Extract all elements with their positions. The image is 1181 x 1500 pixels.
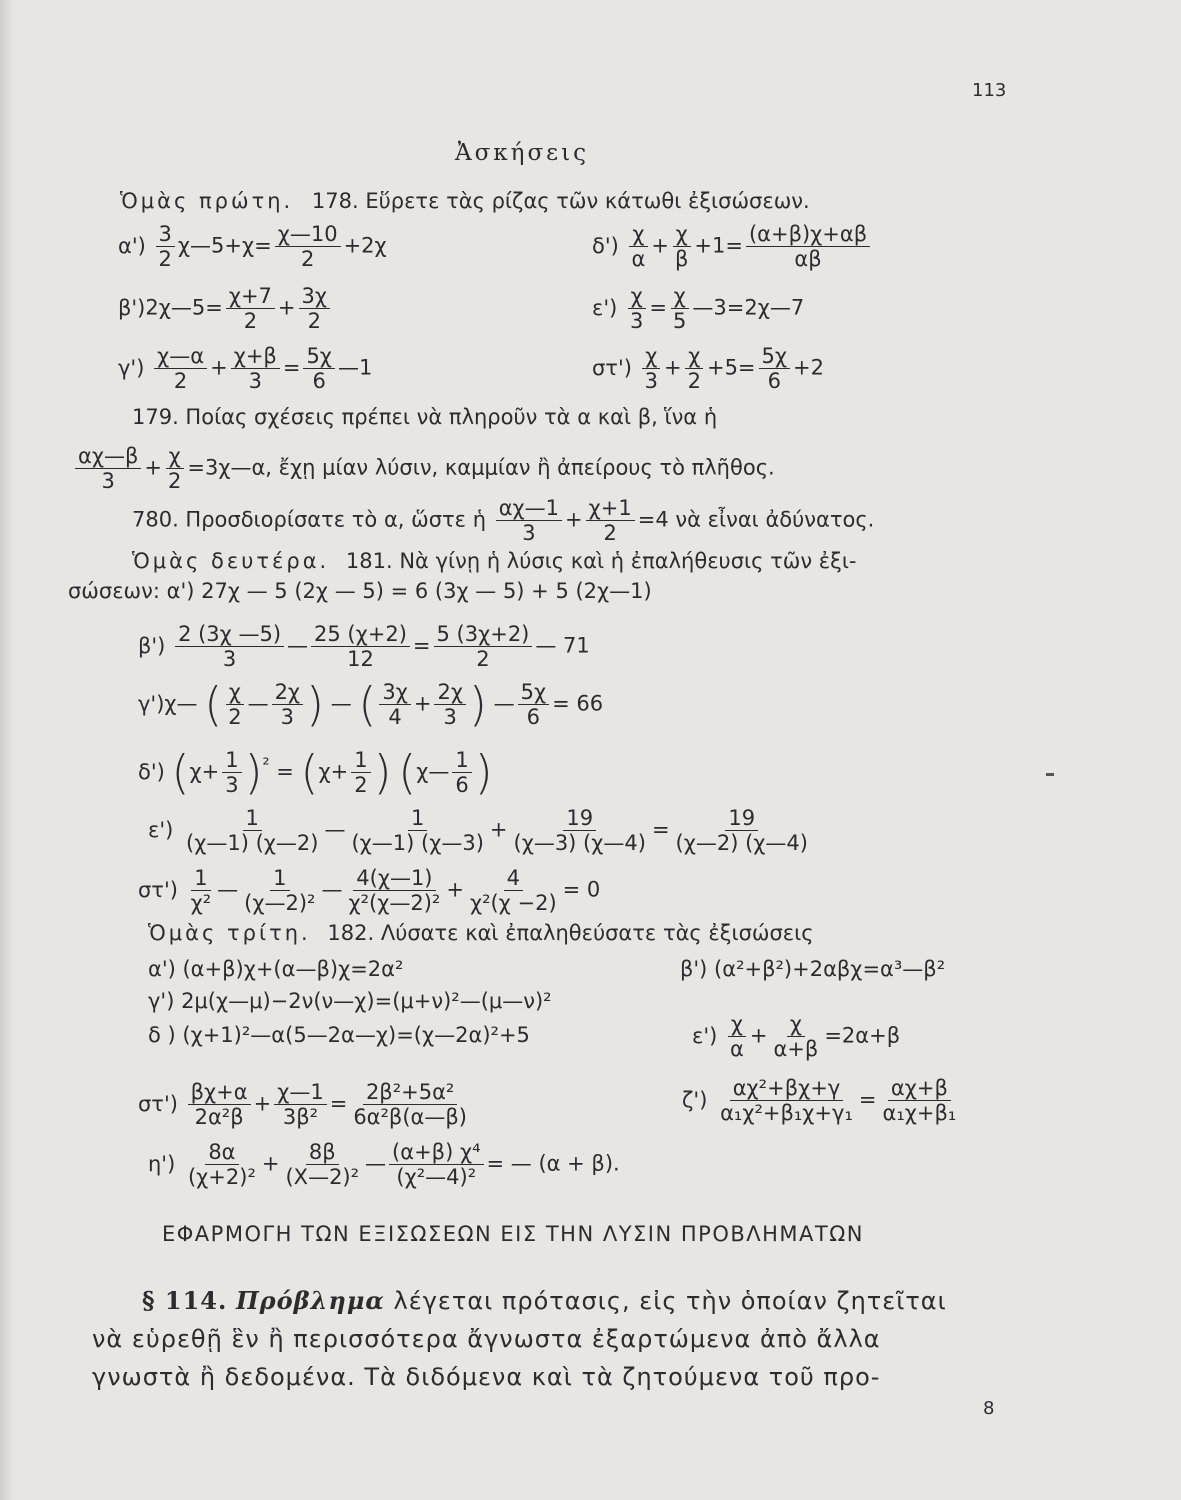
eq-182-e: ε') $\frac{\chi}{\alpha}$ + $\frac{\chi}{\alpha+\beta}$ =2α+β <box>692 1012 901 1061</box>
eq-182-st: στ') $\frac{\beta\chi+\alpha}{\text{2α²β}}$ + $\frac{\chi—1}{\text{3β²}}$ = $\frac{\text{2β²+5α²}}{\text{6α²β(α—β)}}$ <box>138 1080 467 1129</box>
group2-intro-line <box>132 548 857 574</box>
group3-label: Ὁμὰς τρίτη. <box>148 921 311 945</box>
eq-181-d: δ') (χ+ $\frac{1}{3}$ )$^{^2}$ = (χ+ $\frac{1}{2}$ ) (χ— $\frac{1}{6}$ ) <box>138 745 493 800</box>
group3-intro-line <box>148 920 814 946</box>
eq-181-g: γ')χ— ( $\frac{\chi}{2}$ — $\frac{2\chi}{3}$ ) — ( $\frac{3\chi}{4}$ + $\frac{2\chi}{3}$ ) — $\frac{5\chi}{6}$ = 66 <box>138 677 604 732</box>
exercise-179-equation: $\frac{\alpha\chi—\beta}{3}$ + $\frac{\chi}{2}$ =3χ—α, ἔχῃ μίαν λύσιν, καμμίαν ἢ ἀπείρους τὸ πλῆθος. <box>72 444 775 493</box>
exercise-181-text: 181. Νὰ γίνῃ ἡ λύσις καὶ ἡ ἐπαλήθευσις τῶν ἐξι- <box>345 549 857 573</box>
page-number: 113 <box>972 80 1007 101</box>
section-number: § 114. <box>142 1286 228 1315</box>
exercise-182-text: 182. Λύσατε καὶ ἐπαληθεύσατε τὰς ἐξισώσεις <box>327 921 814 945</box>
fraction: $\frac{3}{2}$ <box>156 222 175 271</box>
page-edge-shadow <box>0 0 14 1500</box>
eq-181-a: σώσεων: α') 27χ — 5 (2χ — 5) = 6 (3χ — 5) + 5 (2χ—1) <box>68 579 652 603</box>
eq-178-a: α') $\frac{3}{2}$ χ—5+χ= $\frac{\chi—10}{2}$ +2χ <box>118 222 387 271</box>
eq-label: α') <box>118 233 146 258</box>
group2-label: Ὁμὰς δευτέρα. <box>132 549 330 573</box>
eq-181-st: στ') $\frac{1}{\text{χ²}}$ — $\frac{1}{\text{(χ—2)²}}$ — $\frac{4(\chi—1)}{\text{χ²(χ—2)²}}$ + $\frac{4}{\text{χ²(χ −2)}}$ = 0 <box>138 866 601 915</box>
group1-intro-line <box>120 188 810 214</box>
term-problem: Πρόβλημα <box>236 1286 385 1315</box>
eq-178-g: γ') $\frac{\chi—\alpha}{2}$ + $\frac{\chi+\beta}{3}$ = $\frac{5\chi}{6}$ —1 <box>118 344 373 393</box>
eq-178-e: ε') $\frac{\chi}{3}$ = $\frac{\chi}{5}$ —3=2χ—7 <box>592 284 805 333</box>
footer-number: 8 <box>983 1398 995 1419</box>
exercise-178-text: 178. Εὕρετε τὰς ρίζας τῶν κάτωθι ἐξισώσεων. <box>311 189 810 213</box>
group1-label: Ὁμὰς πρώτη. <box>120 189 294 213</box>
exercise-180: 780. Προσδιορίσατε τὸ α, ὥστε ἡ $\frac{\alpha\chi—1}{3}$ + $\frac{\chi+1}{2}$ =4 νὰ εἶναι ἀδύνατος. <box>132 496 875 545</box>
paragraph-line-1: § 114. Πρόβλημα λέγεται πρότασις, εἰς τὴν ὁποίαν ζητεῖται <box>142 1286 947 1315</box>
eq-182-z: ζ') $\frac{\text{αχ²+βχ+γ}}{\text{α₁χ²+β₁χ+γ₁}}$ = $\frac{\alpha\chi+\beta}{\text{α₁χ+β₁}}$ <box>682 1076 957 1125</box>
eq-178-st: στ') $\frac{\chi}{3}$ + $\frac{\chi}{2}$ +5= $\frac{5\chi}{6}$ +2 <box>592 344 824 393</box>
paragraph-line-3: γνωστὰ ἢ δεδομένα. Τὰ διδόμενα καὶ τὰ ζητούμενα τοῦ προ- <box>92 1363 881 1391</box>
eq-182-a: α') (α+β)χ+(α—β)χ=2α² <box>148 957 404 981</box>
eq-181-e: ε') $\frac{1}{(\chi—1) (\chi—2)}$ — $\frac{1}{(\chi—1) (\chi—3)}$ + $\frac{19}{(\chi—3) (\chi—4)}$ = $\frac{19}{(\chi—2) (\chi—4)}$ <box>148 806 808 855</box>
eq-182-b: β') (α²+β²)+2αβχ=α³—β² <box>680 957 946 981</box>
eq-178-b: β')2χ—5= $\frac{\chi+7}{2}$ + $\frac{3\chi}{2}$ <box>118 284 333 333</box>
paragraph-line-2: νὰ εὑρεθῇ ἓν ἢ περισσότερα ἄγνωστα ἐξαρτώμενα ἀπὸ ἄλλα <box>92 1325 881 1353</box>
eq-182-d: δ ) (χ+1)²—α(5—2α—χ)=(χ—2α)²+5 <box>148 1023 530 1047</box>
exercise-179-text: 179. Ποίας σχέσεις πρέπει νὰ πληροῦν τὰ α καὶ β, ἵνα ἡ <box>132 405 718 429</box>
eq-182-g: γ') 2μ(χ—μ)−2ν(ν—χ)=(μ+ν)²—(μ—ν)² <box>148 989 552 1013</box>
fraction: $\frac{\chi—10}{2}$ <box>275 222 341 271</box>
section-heading: ΕΦΑΡΜΟΓΗ ΤΩΝ ΕΞΙΣΩΣΕΩΝ ΕΙΣ ΤΗΝ ΛΥΣΙΝ ΠΡΟΒΛΗΜΑΤΩΝ <box>162 1222 864 1246</box>
exercises-title: Ἀσκήσεις <box>455 140 589 166</box>
eq-178-d: δ') $\frac{\chi}{\alpha}$ + $\frac{\chi}{\beta}$ +1= $\frac{(\alpha+\beta)\chi+\alpha\beta}{\alpha\beta}$ <box>592 222 873 271</box>
margin-mark <box>1046 773 1054 776</box>
eq-181-b: β') $\frac{2 (3\chi —5)}{3}$ — $\frac{25 (\chi+2)}{12}$ = $\frac{5 (3\chi+2)}{2}$ — 71 <box>138 622 590 671</box>
eq-182-h: η') $\frac{8\alpha}{\text{(χ+2)²}}$ + $\frac{8\beta}{\text{(Χ—2)²}}$ — $\frac{\text{(α+β) χ⁴}}{\text{(χ²—4)²}}$ = — (α + β). <box>148 1140 620 1189</box>
